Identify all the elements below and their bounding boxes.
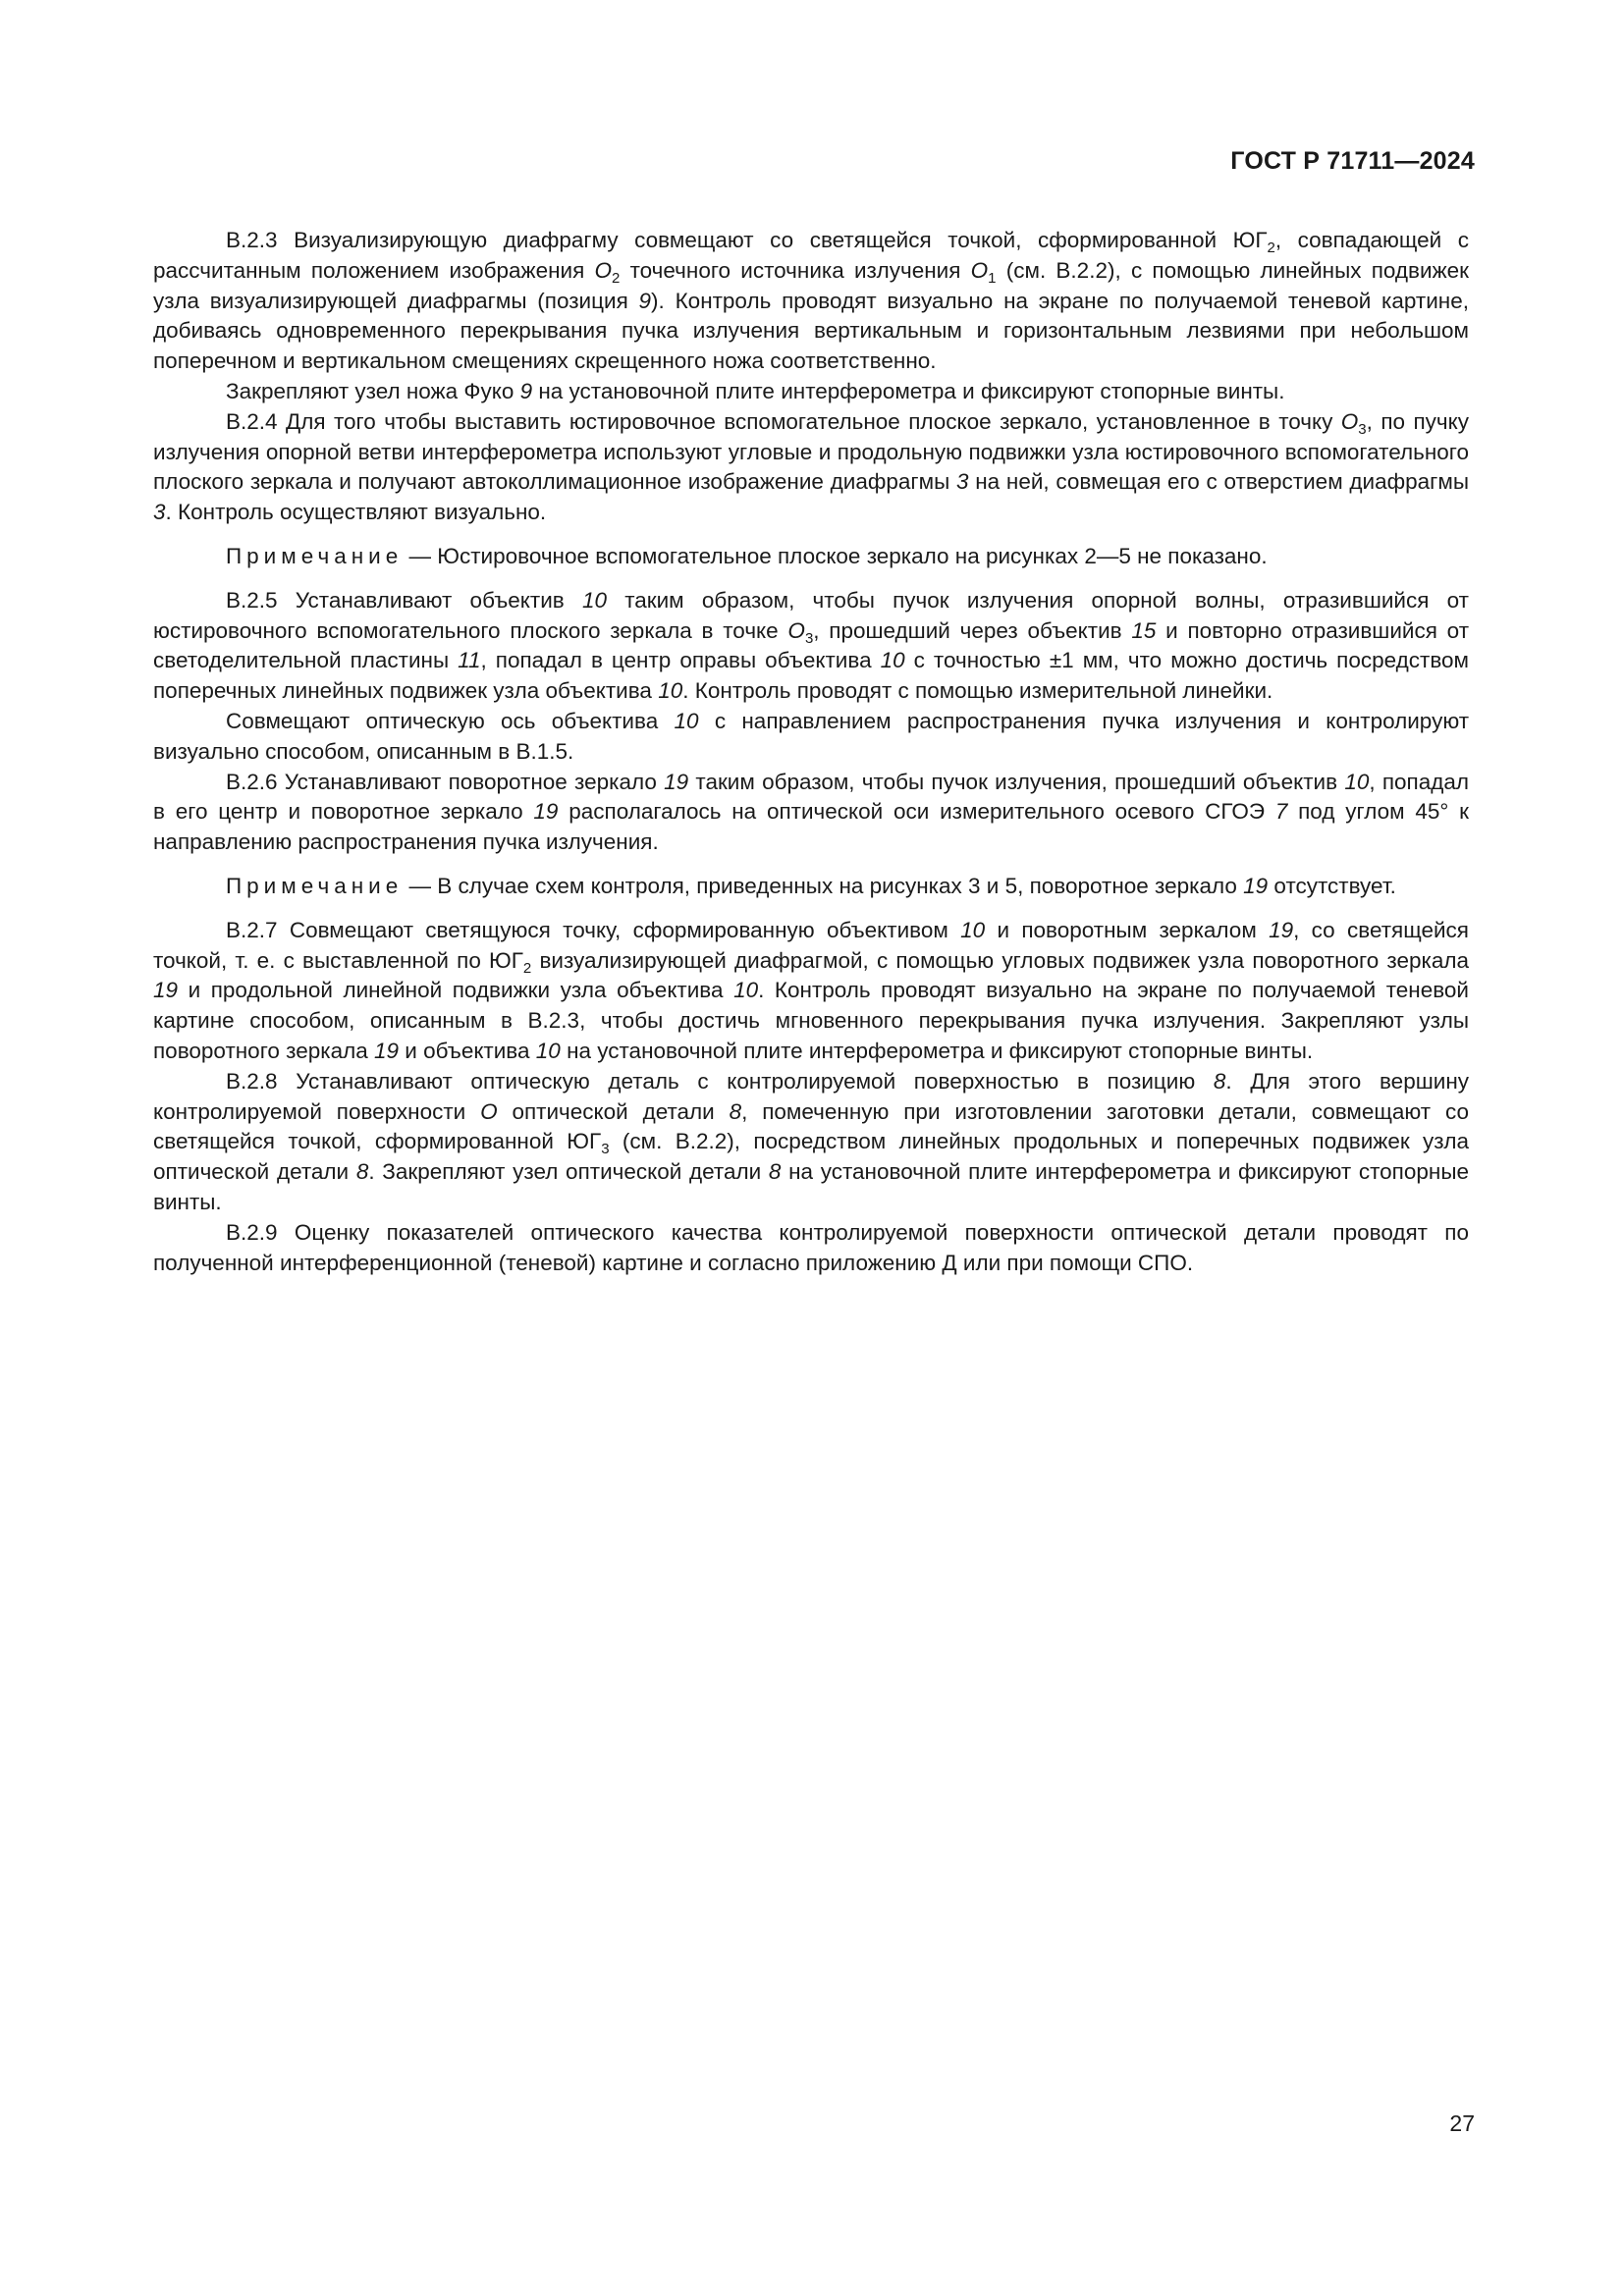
paragraph-b-2-5: В.2.5 Устанавливают объектив 10 таким образом, чтобы пучок излучения опорной волны, отразившийся от юстировочного вспомогательного плоского зеркала в точке $O_3$, прошедший через объектив 15 и повторно отразившийся от светоделительной пластины 11, попадал в центр оправы объектива 10 с точностью ±1 мм, что можно достичь посредством поперечных линейных подвижек узла объектива 10. Контроль проводят с помощью измерительной линейки.	[153, 587, 1470, 704]
document-body	[153, 226, 1469, 1278]
note-label: Примечание	[226, 873, 404, 898]
paragraph-b-2-3: В.2.3 Визуализирующую диафрагму совмещают со светящейся точкой, сформированной $ЮГ_2$, совпадающей с рассчитанным положением изображения $O_2$ точечного источника излучения $O_1$ (см. В.2.2), с помощью линейных подвижек узла визуализирующей диафрагмы (позиция 9). Контроль проводят визуально на экране по получаемой теневой картине, добиваясь одновременного перекрывания пучка излучения вертикальным и горизонтальным лезвиями при небольшом поперечном и вертикальном смещениях скрещенного ножа соответственно.	[153, 228, 1469, 374]
document-code-header: ГОСТ Р 71711—2024	[1230, 147, 1475, 175]
paragraph-b-2-6: В.2.6 Устанавливают поворотное зеркало 19 таким образом, чтобы пучок излучения, прошедший объектив 10, попадал в его центр и поворотное зеркало 19 располагалось на оптической оси измерительного осевого СГОЭ 7 под углом 45° к направлению распространения пучка излучения.	[153, 769, 1470, 855]
paragraph-b-2-4: В.2.4 Для того чтобы выставить юстировочное вспомогательное плоское зеркало, установленное в точку $O_3$, по пучку излучения опорной ветви интерферометра используют угловые и продольную подвижки узла юстировочного вспомогательного плоского зеркала и получают автоколлимационное изображение диафрагмы 3 на ней, совмещая его с отверстием диафрагмы 3. Контроль осуществляют визуально.	[153, 408, 1469, 525]
paragraph-optical-axis: Совмещают оптическую ось объектива 10 с направлением распространения пучка излучения и контролируют визуально способом, описанным в В.1.5.	[153, 708, 1470, 764]
paragraph-foucault-knife: Закрепляют узел ножа Фуко 9 на установочной плите интерферометра и фиксируют стопорные винты.	[226, 378, 1285, 403]
page-number: 27	[1449, 2110, 1475, 2136]
paragraph-b-2-8: В.2.8 Устанавливают оптическую деталь с контролируемой поверхностью в позицию 8. Для этого вершину контролируемой поверхности O оптической детали 8, помеченную при изготовлении заготовки детали, совмещают со светящейся точкой, сформированной $ЮГ_3$ (см. В.2.2), посредством линейных продольных и поперечных подвижек узла оптической детали 8. Закрепляют узел оптической детали 8 на установочной плите интерферометра и фиксируют стопорные винты.	[153, 1068, 1470, 1214]
note-2: Примечание — В случае схем контроля, приведенных на рисунках 3 и 5, поворотное зеркало 19 отсутствует.	[226, 873, 1396, 898]
note-1: Примечание — Юстировочное вспомогательное плоское зеркало на рисунках 2—5 не показано.	[226, 543, 1268, 568]
paragraph-b-2-7: В.2.7 Совмещают светящуюся точку, сформированную объективом 10 и поворотным зеркалом 19, со светящейся точкой, т. е. с выставленной по $ЮГ_2$ визуализирующей диафрагмой, с помощью угловых подвижек узла поворотного зеркала 19 и продольной линейной подвижки узла объектива 10. Контроль проводят визуально на экране по получаемой теневой картине способом, описанным в В.2.3, чтобы достичь мгновенного перекрывания пучка излучения. Закрепляют узлы поворотного зеркала 19 и объектива 10 на установочной плите интерферометра и фиксируют стопорные винты.	[153, 917, 1469, 1063]
paragraph-b-2-9: В.2.9 Оценку показателей оптического качества контролируемой поверхности оптической детали проводят по полученной интерференционной (теневой) картине и согласно приложению Д или при помощи СПО.	[153, 1219, 1469, 1275]
note-label: Примечание	[226, 543, 404, 568]
